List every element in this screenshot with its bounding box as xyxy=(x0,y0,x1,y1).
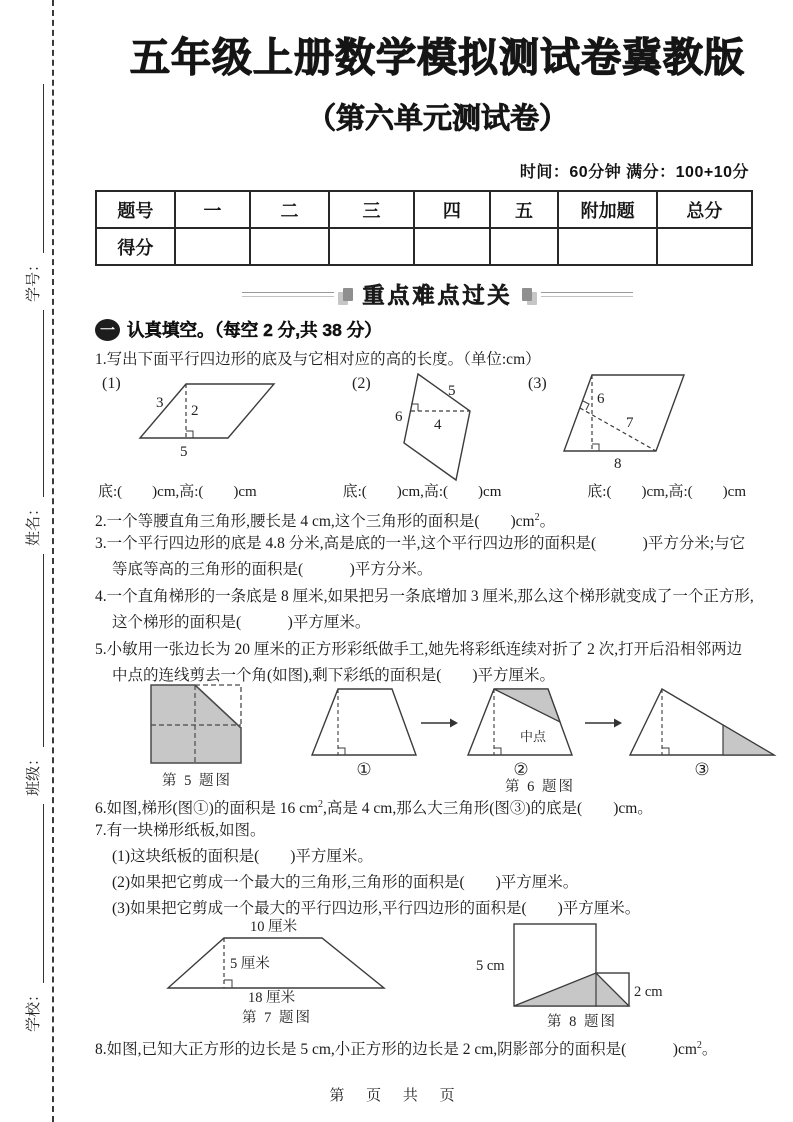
score-cell xyxy=(250,228,329,265)
name-blank xyxy=(43,310,44,497)
figure-q6-shape1 xyxy=(308,683,420,780)
fig7-top-label: 10 厘米 xyxy=(250,919,298,935)
fig1-base-label: 5 xyxy=(180,444,188,460)
score-table-score-row xyxy=(96,228,752,265)
figures-q7-q8-row xyxy=(90,918,790,1028)
figure-q5-block xyxy=(142,681,252,790)
figure-q6-shape2 xyxy=(462,681,580,780)
question-6-post: ,高是 4 cm,那么大三角形(图③)的底是( )cm。 xyxy=(323,800,653,818)
trapezoid-2-with-cut xyxy=(462,681,580,759)
fig7-height-label: 5 厘米 xyxy=(230,956,270,972)
question-8-sup: 2 xyxy=(696,1040,702,1051)
question-2-sup: 2 xyxy=(534,512,540,523)
sidebar-field-name xyxy=(20,310,44,546)
question-8-pre: 8.如图,已知大正方形的边长是 5 cm,小正方形的边长是 2 cm,阴影部分的面积是( )cm xyxy=(95,1041,697,1059)
answer-blank-3: 底:( )cm,高:( )cm xyxy=(587,484,746,500)
score-cell xyxy=(175,228,250,265)
figure-q8-caption: 第 8 题图 xyxy=(547,1014,617,1030)
figure-q7-caption: 第 7 题图 xyxy=(242,1010,312,1026)
figure-1-number: (1) xyxy=(102,375,121,392)
fig8-big-label: 5 cm xyxy=(476,958,505,974)
score-cell xyxy=(558,228,656,265)
fig1-height-label: 2 xyxy=(191,403,199,419)
fig3-height-label: 6 xyxy=(597,391,605,407)
figure-q6-label-1: ① xyxy=(356,760,372,779)
seal-dashed-line xyxy=(52,0,54,1122)
figure-q1-parallelogram-2 xyxy=(390,371,490,483)
fig2-left-label: 6 xyxy=(395,409,403,425)
question-2-pre: 2.一个等腰直角三角形,腰长是 4 cm,这个三角形的面积是( )cm xyxy=(95,513,535,531)
student-number-blank xyxy=(43,84,44,253)
score-table xyxy=(95,190,753,266)
fig7-bottom-label: 18 厘米 xyxy=(248,990,296,1004)
col-3: 三 xyxy=(329,191,414,228)
question-7-text: 7.有一块梯形纸板,如图。 xyxy=(95,822,266,839)
col-4: 四 xyxy=(414,191,489,228)
section-one-title: 认真填空。（每空 2 分,共 38 分） xyxy=(127,320,382,340)
figure-q5-folded-square xyxy=(145,681,249,767)
fig3-base-label: 8 xyxy=(614,456,622,472)
banner-left-line xyxy=(242,292,334,297)
col-1: 一 xyxy=(175,191,250,228)
page-title: 五年级上册数学模拟测试卷冀教版 xyxy=(130,36,745,80)
section-one-heading xyxy=(95,317,382,342)
question-7-sub3: (3)如果把它剪成一个最大的平行四边形,平行四边形的面积是( )平方厘米。 xyxy=(112,900,641,917)
figure-q6-caption: 第 6 题图 xyxy=(505,779,575,795)
section-banner xyxy=(90,279,785,310)
figure-q6-label-2: ② xyxy=(513,760,529,779)
question-6-pre: 6.如图,梯形(图①)的面积是 16 cm xyxy=(95,800,319,818)
question-1-text: 1.写出下面平行四边形的底及与它相对应的高的长度。（单位:cm） xyxy=(95,351,541,368)
fig3-diagonal-label: 7 xyxy=(626,415,634,431)
fig2-side-label: 5 xyxy=(448,383,456,399)
fig2-base-label: 4 xyxy=(434,417,442,433)
class-label: 班级： xyxy=(26,750,42,796)
figure-q1-parallelogram-3 xyxy=(558,371,698,473)
fig8-small-label: 2 cm xyxy=(634,984,663,1000)
midpoint-label: 中点 xyxy=(520,729,547,744)
figure-q7-block xyxy=(162,918,392,1027)
figures-q5-q6-row xyxy=(90,681,790,799)
figure-q6-shape3 xyxy=(626,683,778,780)
figure-q5-caption: 第 5 题图 xyxy=(162,773,232,789)
col-bonus: 附加题 xyxy=(558,191,656,228)
score-cell xyxy=(657,228,752,265)
banner-right-quote-icon xyxy=(522,288,532,301)
question-8-post: 。 xyxy=(701,1041,718,1059)
score-cell xyxy=(414,228,489,265)
sidebar-field-school xyxy=(20,804,44,1032)
score-table-header-row xyxy=(96,191,752,228)
sidebar-field-class xyxy=(20,554,44,796)
score-cell xyxy=(490,228,559,265)
page-subtitle: （第六单元测试卷） xyxy=(306,103,568,135)
figure-3-number: (3) xyxy=(528,375,547,392)
figure-q1-parallelogram-1 xyxy=(134,371,334,463)
question-1-answer-row xyxy=(98,480,746,501)
col-5: 五 xyxy=(490,191,559,228)
student-number-label: 学号： xyxy=(26,256,42,302)
question-1-figures xyxy=(90,371,790,481)
triangle-3-with-shaded xyxy=(626,683,778,759)
question-5-text: 5.小敏用一张边长为 20 厘米的正方形彩纸做手工,她先将彩纸连续对折了 2 次,打开后沿相邻两边中点的连线剪去一个角(如图),剩下彩纸的面积是( )平方厘米。 xyxy=(95,641,743,684)
page-footer: 第 页 共 页 xyxy=(329,1088,464,1104)
question-3-text: 3.一个平行四边形的底是 4.8 分米,高是底的一半,这个平行四边形的面积是( )平方分米;与它等底等高的三角形的面积是( )平方分米。 xyxy=(95,535,746,578)
sidebar-field-student-number xyxy=(20,84,44,302)
arrow-right-icon xyxy=(584,717,622,729)
question-2-post: 。 xyxy=(539,513,556,531)
figure-q7-trapezoid xyxy=(162,918,392,1004)
fig1-side-label: 3 xyxy=(156,395,164,411)
school-blank xyxy=(43,804,44,983)
trapezoid-1 xyxy=(308,683,420,759)
question-8-text xyxy=(95,1033,757,1063)
answer-blank-1: 底:( )cm,高:( )cm xyxy=(98,484,257,500)
figure-q8-block xyxy=(472,920,692,1031)
col-2: 二 xyxy=(250,191,329,228)
school-label: 学校： xyxy=(26,986,42,1032)
answer-blank-2: 底:( )cm,高:( )cm xyxy=(342,484,502,500)
question-7-sub2: (2)如果把它剪成一个最大的三角形,三角形的面积是( )平方厘米。 xyxy=(112,874,579,891)
figure-q8-squares xyxy=(472,920,692,1008)
question-4-text: 4.一个直角梯形的一条底是 8 厘米,如果把另一条底增加 3 厘米,那么这个梯形就变成了一个正方形,这个梯形的面积是( )平方厘米。 xyxy=(95,588,754,631)
name-label: 姓名： xyxy=(26,500,42,546)
class-blank xyxy=(43,554,44,747)
col-question-number: 题号 xyxy=(96,191,175,228)
figure-q6-label-3: ③ xyxy=(694,760,710,779)
figure-2-number: (2) xyxy=(352,375,371,392)
section-one-icon: 一 xyxy=(95,319,120,341)
score-row-label: 得分 xyxy=(96,228,175,265)
score-cell xyxy=(329,228,414,265)
question-7-sub1: (1)这块纸板的面积是( )平方厘米。 xyxy=(112,848,373,865)
exam-info: 时间：60分钟 满分：100+10分 xyxy=(519,164,749,181)
banner-right-line xyxy=(541,292,633,297)
question-6-sup: 2 xyxy=(318,799,324,810)
col-total: 总分 xyxy=(657,191,752,228)
banner-title: 重点难点过关 xyxy=(362,283,513,308)
banner-left-quote-icon xyxy=(343,288,353,301)
arrow-right-icon xyxy=(420,717,458,729)
